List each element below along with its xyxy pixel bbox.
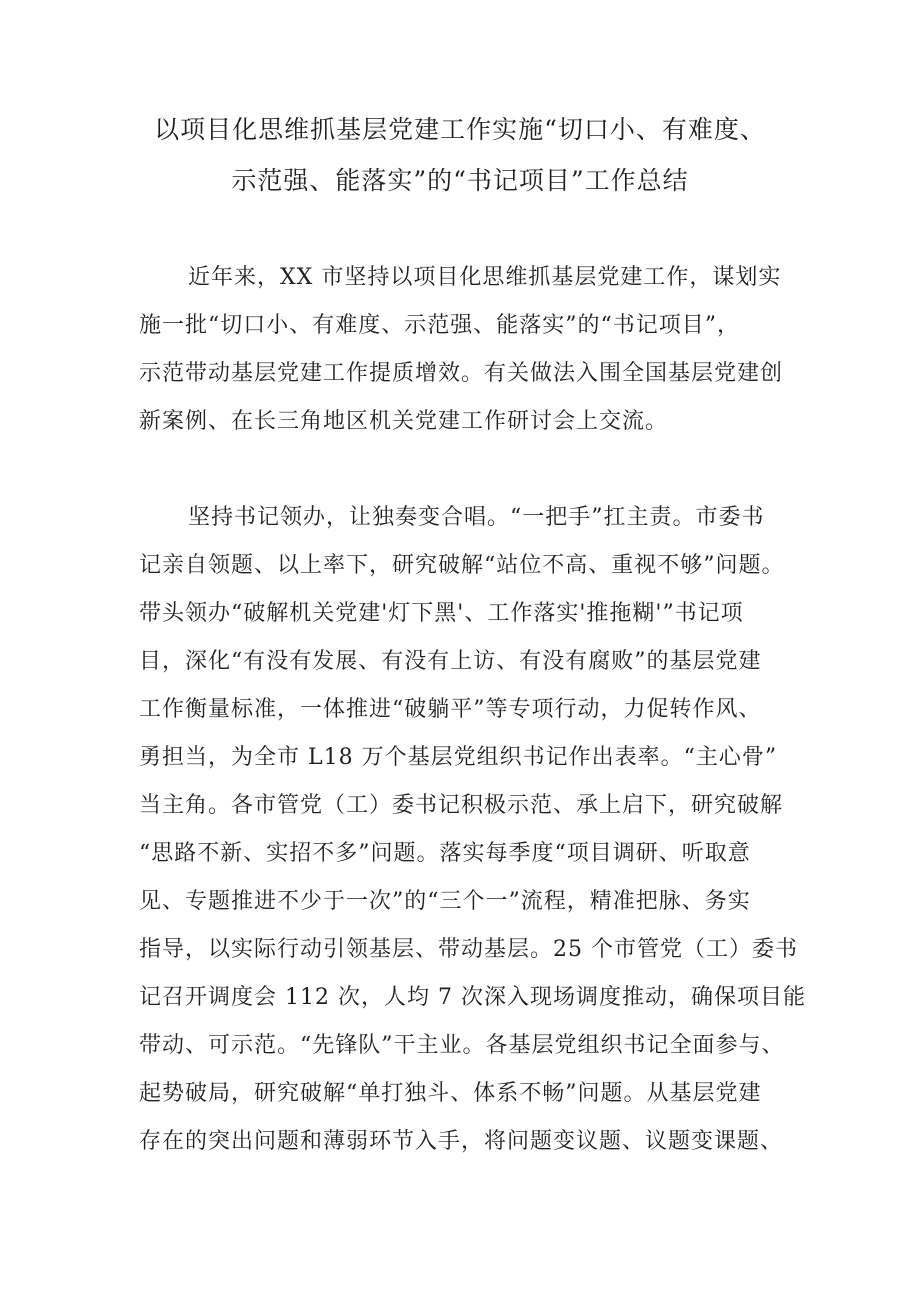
paragraph-2-line-10: 指导，以实际行动引领基层、带动基层。25 个市管党（工）委书 [139, 937, 798, 962]
paragraph-2-line-1: 坚持书记领办，让独奏变合唱。“一把手”扛主责。市委书 [188, 505, 765, 530]
paragraph-2-line-7: 当主角。各市管党（工）委书记积极示范、承上启下，研究破解 [139, 793, 784, 818]
paragraph-2-line-14: 存在的突出问题和薄弱环节入手，将问题变议题、议题变课题、 [139, 1129, 784, 1154]
paragraph-2-line-4: 目，深化“有没有发展、有没有上访、有没有腐败”的基层党建 [139, 649, 762, 674]
paragraph-1-line-2: 施一批“切口小、有难度、示范强、能落实”的“书记项目”， [139, 313, 740, 338]
paragraph-2-line-13: 起势破局，研究破解“单打独斗、体系不畅”问题。从基层党建 [139, 1081, 762, 1106]
paragraph-1-line-4: 新案例、在长三角地区机关党建工作研讨会上交流。 [139, 409, 669, 434]
paragraph-2-line-11: 记召开调度会 112 次，人均 7 次深入现场调度推动，确保项目能 [139, 985, 806, 1010]
paragraph-2-line-9: 见、专题推进不少于一次”的“三个一”流程，精准把脉、务实 [139, 889, 751, 914]
document-title-line-1: 以项目化思维抓基层党建工作实施“切口小、有难度、 [154, 115, 766, 144]
document-title-line-2: 示范强、能落实”的“书记项目”工作总结 [231, 166, 689, 195]
paragraph-1-line-3: 示范带动基层党建工作提质增效。有关做法入围全国基层党建创 [139, 361, 784, 386]
paragraph-2-line-2: 记亲自领题、以上率下，研究破解“站位不高、重视不够”问题。 [139, 553, 785, 578]
paragraph-1-line-1: 近年来，XX 市坚持以项目化思维抓基层党建工作，谋划实 [188, 265, 782, 290]
paragraph-2-line-12: 带动、可示范。“先锋队”干主业。各基层党组织书记全面参与、 [139, 1033, 785, 1058]
paragraph-2-line-6: 勇担当，为全市 L18 万个基层党组织书记作出表率。“主心骨” [139, 745, 778, 770]
paragraph-2-line-3: 带头领办“破解机关党建'灯下黑'、工作落实'推拖糊'”书记项 [139, 601, 744, 626]
paragraph-2-line-8: “思路不新、实招不多”问题。落实每季度“项目调研、听取意 [139, 841, 751, 866]
paragraph-2-line-5: 工作衡量标准，一体推进“破躺平”等专项行动，力促转作风、 [139, 697, 762, 722]
